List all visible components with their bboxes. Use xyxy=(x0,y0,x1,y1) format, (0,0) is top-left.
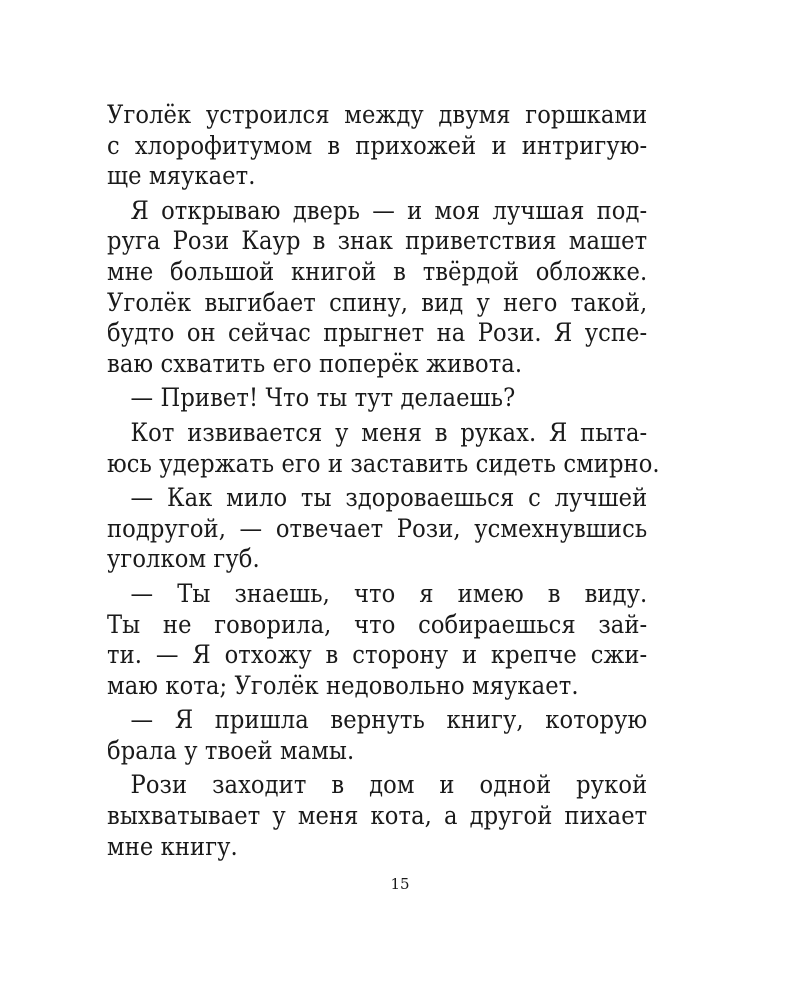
paragraph-3 xyxy=(107,383,647,414)
paragraph-6 xyxy=(107,579,647,701)
text-line: — Я пришла вернуть книгу, которую xyxy=(130,705,648,735)
text-line: мне книгу. xyxy=(107,831,238,861)
text-line: Я открываю дверь — и моя лучшая под- xyxy=(130,195,648,225)
text-line: — Ты знаешь, что я имею в виду. xyxy=(130,578,648,608)
text-line: Уголёк устроился между двумя горшками xyxy=(107,100,648,129)
text-line: маю кота; Уголёк недовольно мяукает. xyxy=(107,670,579,700)
text-line: — Как мило ты здороваешься с лучшей xyxy=(130,483,648,513)
text-line: ваю схватить его поперёк живота. xyxy=(107,348,523,378)
text-line: брала у твоей мамы. xyxy=(107,735,355,765)
text-line: руга Рози Каур в знак приветствия машет xyxy=(107,226,648,256)
page-number: 15 xyxy=(390,875,410,893)
text-line: ще мяукает. xyxy=(107,161,256,191)
text-line: — Привет! Что ты тут делаешь? xyxy=(130,383,516,413)
text-line: Кот извивается у меня в руках. Я пыта- xyxy=(130,417,648,447)
paragraph-7 xyxy=(107,705,647,766)
paragraph-5 xyxy=(107,483,647,575)
text-line: Ты не говорила, что собираешься зай- xyxy=(107,609,648,639)
paragraph-4 xyxy=(107,417,660,479)
text-line: Рози заходит в дом и одной рукой xyxy=(130,770,648,800)
text-line: с хлорофитумом в прихожей и интригую- xyxy=(107,130,648,160)
text-line: будто он сейчас прыгнет на Рози. Я успе- xyxy=(107,318,648,348)
paragraph-1 xyxy=(107,100,647,192)
text-line: мне большой книгой в твёрдой обложке. xyxy=(107,256,648,286)
paragraph-8 xyxy=(107,770,647,862)
text-line: юсь удержать его и заставить сидеть смирно. xyxy=(107,448,660,478)
text-line: Уголёк выгибает спину, вид у него такой, xyxy=(107,287,648,317)
text-line: ти. — Я отхожу в сторону и крепче сжи- xyxy=(107,640,648,670)
text-line: выхватывает у меня кота, а другой пихает xyxy=(107,801,648,831)
paragraph-2 xyxy=(107,196,647,380)
text-line: подругой, — отвечает Рози, усмехнувшись xyxy=(107,513,648,543)
body-text xyxy=(107,100,660,866)
text-line: уголком губ. xyxy=(107,544,260,574)
